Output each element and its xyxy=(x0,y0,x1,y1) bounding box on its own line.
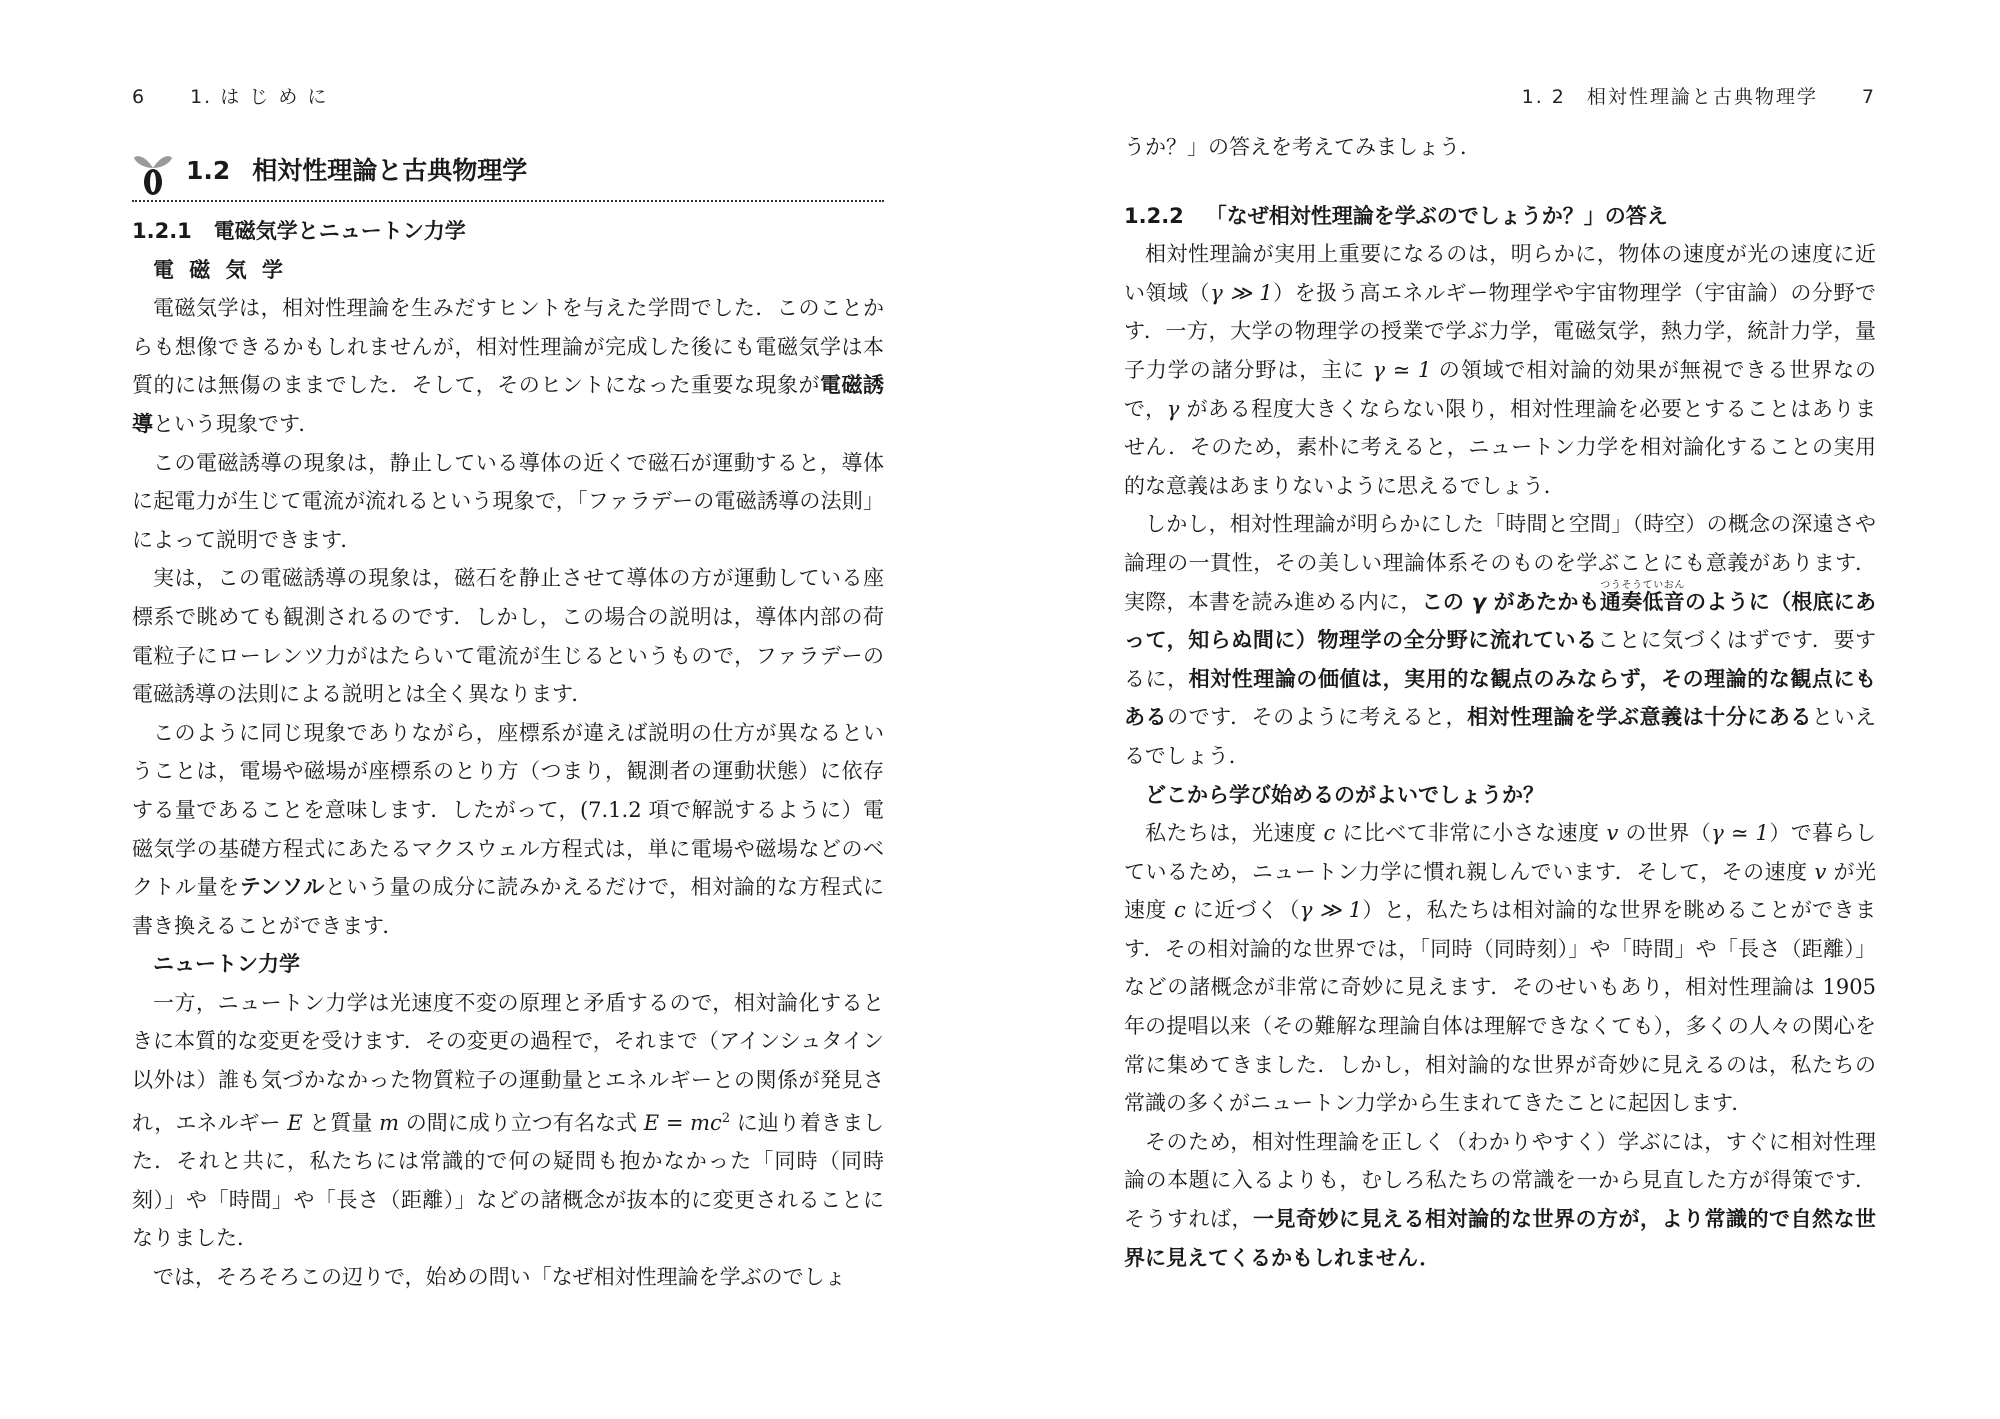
section-title: 1. 2 相対性理論と古典物理学 xyxy=(1521,86,1818,108)
paragraph: そのため，相対性理論を正しく（わかりやすく）学ぶには，すぐに相対性理論の本題に入るよりも，むしろ私たちの常識を一から見直した方が得策です．そうすれば，一見奇妙に見える相対論的な世界の方が，より常識的で自然な世界に見えてくるかもしれません． xyxy=(1124,1129,1876,1270)
subsection-heading xyxy=(1124,197,1876,236)
subsection-number: 1.2.1 xyxy=(132,219,192,243)
subsection-heading xyxy=(132,212,884,251)
subsection-title: 「なぜ相対性理論を学ぶのでしょうか？」の答え xyxy=(1205,203,1668,228)
equation: $E = mc^2$ xyxy=(643,1110,731,1135)
section-heading xyxy=(132,146,884,202)
paragraph-continued: うか？」の答えを考えてみましょう． xyxy=(1124,135,1481,159)
bold-phrase: 相対性理論を学ぶ意義は十分にある xyxy=(1467,705,1812,730)
paragraph: この電磁誘導の現象は，静止している導体の近くで磁石が運動すると，導体に起電力が生じて電流が流れるという現象で，「ファラデーの電磁誘導の法則」によって説明できます． xyxy=(132,450,884,552)
section-title: 相対性理論と古典物理学 xyxy=(252,155,528,185)
bold-phrase: 一見奇妙に見える相対論的な世界の方が，より常識的で自然な世界に見えてくるかもしれません． xyxy=(1124,1207,1876,1270)
paragraph-heading-em: 電 磁 気 学 xyxy=(153,257,287,282)
subsection-number: 1.2.2 xyxy=(1124,203,1184,228)
page-number: 6 xyxy=(132,86,147,108)
paragraph: しかし，相対性理論が明らかにした「時間と空間」（時空）の概念の深遠さや論理の一貫性，その美しい理論体系そのものを学ぶことにも意義があります．実際，本書を読み進める内に，この γ があたかも通奏低音つうそうていおんのように（根底にあって，知らぬ間に）物理学の全分野に流れていることに気づくはずです．要するに，相対性理論の価値は，実用的な観点のみならず，その理論的な観点にもあるのです．そのように考えると，相対性理論を学ぶ意義は十分にあるといえるでしょう． xyxy=(1124,512,1877,768)
paragraph: 一方，ニュートン力学は光速度不変の原理と矛盾するので，相対論化するときに本質的な変更を受けます．その変更の過程で，それまで（アインシュタイン以外は）誰も気づかなかった物質粒子の運動量とエネルギーとの関係が発見され，エネルギー E と質量 m の間に成り立つ有名な式 $E = mc^2$ に辿り着きました．それと共に，私たちには常識的で何の疑問も抱かなかった「同時（同時刻）」や「時間」や「長さ（距離）」などの諸概念が抜本的に変更されることになりました． xyxy=(132,990,884,1251)
paragraph: 相対性理論が実用上重要になるのは，明らかに，物体の速度が光の速度に近い領域（γ ≫ 1）を扱う高エネルギー物理学や宇宙物理学（宇宙論）の分野です．一方，大学の物理学の授業で学ぶ力学，電磁気学，熱力学，統計力学，量子力学の諸分野は，主に γ ≃ 1 の領域で相対論的効果が無視できる世界なので，γ がある程度大きくならない限り，相対性理論を必要とすることはありません．そのため，素朴に考えると，ニュートン力学を相対論化することの実用的な意義はあまりないように思えるでしょう． xyxy=(1124,242,1877,498)
bold-term: テンソル xyxy=(239,875,325,900)
ruby-term: 通奏低音つうそうていおん xyxy=(1599,579,1685,614)
page-number: 7 xyxy=(1861,86,1876,108)
left-body xyxy=(132,146,884,1297)
bold-term: 電磁誘導 xyxy=(132,373,885,436)
paragraph: このように同じ現象でありながら，座標系が違えば説明の仕方が異なるということは，電場や磁場が座標系のとり方（つまり，観測者の運動状態）に依存する量であることを意味します．したがって，(7.1.2 項で解説するように）電磁気学の基礎方程式にあたるマクスウェル方程式は，単に電場や磁場などのベクトル量をテンソルという量の成分に読みかえるだけで，相対論的な方程式に書き換えることができます． xyxy=(132,720,885,938)
paragraph: では，そろそろこの辺りで，始めの問い「なぜ相対性理論を学ぶのでしょ xyxy=(153,1265,846,1290)
bold-phrase: この γ があたかも通奏低音つうそうていおんのように（根底にあって，知らぬ間に）物理学の全分野に流れている xyxy=(1124,579,1877,653)
section-number: 1.2 xyxy=(186,155,231,185)
subsection-title: 電磁気学とニュートン力学 xyxy=(213,219,466,243)
running-head-left xyxy=(132,82,328,109)
right-body xyxy=(1124,128,1876,1277)
right-page xyxy=(1124,0,1876,1419)
paragraph-heading-newton: ニュートン力学 xyxy=(153,952,300,977)
paragraph: 電磁気学は，相対性理論を生みだすヒントを与えた学問でした．このことからも想像できるかもしれませんが，相対性理論が完成した後にも電磁気学は本質的には無傷のままでした．そして，そのヒントになった重要な現象が電磁誘導という現象です． xyxy=(132,296,885,436)
paragraph-heading-where: どこから学び始めるのがよいでしょうか？ xyxy=(1145,782,1544,807)
paragraph: 実は，この電磁誘導の現象は，磁石を静止させて導体の方が運動している座標系で眺めても観測されるのです．しかし，この場合の説明は，導体内部の荷電粒子にローレンツ力がはたらいて電流が生じるというもので，ファラデーの電磁誘導の法則による説明とは全く異なります． xyxy=(132,566,884,707)
left-page xyxy=(132,0,884,1419)
chapter-title: 1. は じ め に xyxy=(190,86,329,108)
paragraph: 私たちは，光速度 c に比べて非常に小さな速度 v の世界（γ ≃ 1）で暮らしているため，ニュートン力学に慣れ親しんでいます．そして，その速度 v が光速度 c に近づく（γ ≫ 1）と，私たちは相対論的な世界を眺めることができます．その相対論的な世界では，「同時（同時刻）」や「時間」や「長さ（距離）」などの諸概念が非常に奇妙に見えます．そのせいもあり，相対性理論は 1905 年の提唱以来（その難解な理論自体は理解できなくても），多くの人々の関心を常に集めてきました．しかし，相対論的な世界が奇妙に見えるのは，私たちの常識の多くがニュートン力学から生まれてきたことに起因します． xyxy=(1124,821,1877,1116)
bold-phrase: 相対性理論の価値は，実用的な観点のみならず，その理論的な観点にもある xyxy=(1124,666,1876,730)
sprout-icon xyxy=(132,146,174,196)
running-head-right xyxy=(1522,82,1876,109)
